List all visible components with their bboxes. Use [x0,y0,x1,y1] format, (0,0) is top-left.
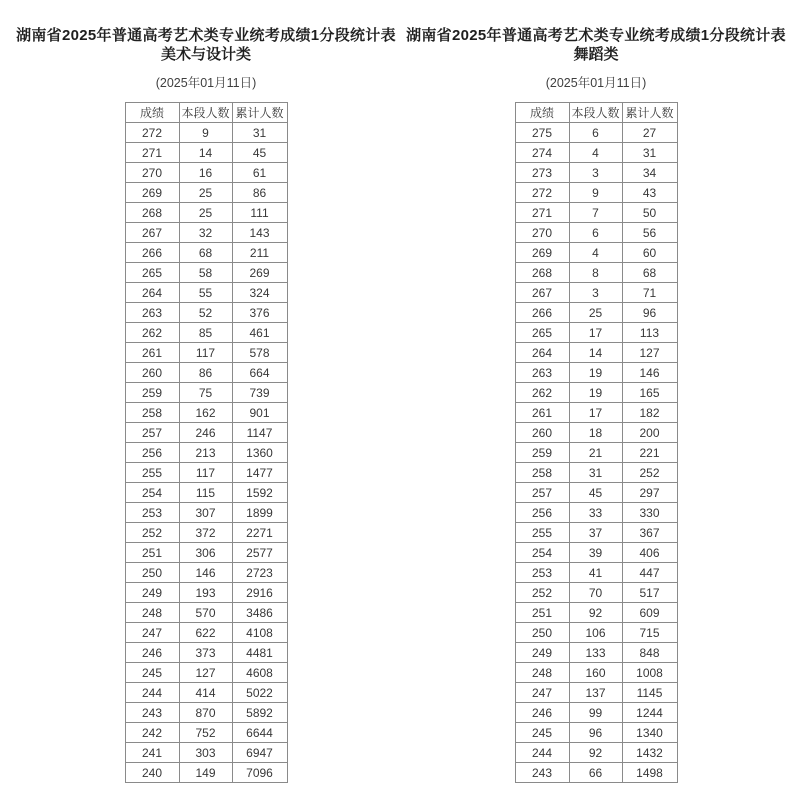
table-cell: 249 [125,583,179,603]
score-table-art-design [125,102,288,783]
table-cell: 241 [125,743,179,763]
table-row [515,203,677,223]
table-row [515,483,677,503]
table-cell: 19 [569,383,622,403]
table-cell: 307 [179,503,232,523]
table-cell: 16 [179,163,232,183]
table-cell: 263 [125,303,179,323]
table-cell: 1340 [622,723,677,743]
table-row [125,683,287,703]
table-cell: 9 [569,183,622,203]
table-row [515,603,677,623]
table-row [125,563,287,583]
table-row [125,343,287,363]
table-cell: 517 [622,583,677,603]
table-cell: 3 [569,163,622,183]
table-row [515,703,677,723]
table-cell: 92 [569,603,622,623]
table-cell: 266 [515,303,569,323]
table-cell: 52 [179,303,232,323]
table-cell: 257 [125,423,179,443]
table-cell: 258 [125,403,179,423]
table-cell: 248 [515,663,569,683]
table-row [125,183,287,203]
table-cell: 249 [515,643,569,663]
table-cell: 297 [622,483,677,503]
table-cell: 31 [232,123,287,143]
table-cell: 267 [515,283,569,303]
table-row [515,563,677,583]
table-cell: 127 [622,343,677,363]
panel-dance [396,0,796,783]
table-cell: 146 [622,363,677,383]
table-cell: 243 [125,703,179,723]
table-cell: 99 [569,703,622,723]
table-cell: 55 [179,283,232,303]
table-row [515,223,677,243]
table-row [515,323,677,343]
table-row [515,543,677,563]
table-row [125,623,287,643]
table-row [125,663,287,683]
table-cell: 242 [125,723,179,743]
table-row [515,523,677,543]
table-cell: 70 [569,583,622,603]
table-cell: 1592 [232,483,287,503]
table-cell: 21 [569,443,622,463]
table-cell: 117 [179,463,232,483]
table-row [515,303,677,323]
table-row [515,283,677,303]
table-cell: 193 [179,583,232,603]
table-row [515,143,677,163]
table-cell: 664 [232,363,287,383]
table-cell: 41 [569,563,622,583]
table-cell: 260 [515,423,569,443]
table-row [515,763,677,783]
table-cell: 56 [622,223,677,243]
table-cell: 265 [515,323,569,343]
column-header: 累计人数 [622,103,677,123]
table-cell: 244 [515,743,569,763]
table-cell: 259 [125,383,179,403]
table-cell: 252 [515,583,569,603]
table-cell: 1244 [622,703,677,723]
table-cell: 269 [232,263,287,283]
table-row [515,663,677,683]
table-row [125,403,287,423]
table-cell: 262 [515,383,569,403]
table-cell: 18 [569,423,622,443]
table-cell: 240 [125,763,179,783]
table-row [125,323,287,343]
table-cell: 273 [515,163,569,183]
table-cell: 246 [515,703,569,723]
table-cell: 272 [515,183,569,203]
column-header: 成绩 [515,103,569,123]
table-cell: 272 [125,123,179,143]
table-cell: 372 [179,523,232,543]
table-row [515,723,677,743]
table-cell: 261 [515,403,569,423]
table-row [125,363,287,383]
table-cell: 367 [622,523,677,543]
table-cell: 263 [515,363,569,383]
table-cell: 253 [515,563,569,583]
table-cell: 266 [125,243,179,263]
table-cell: 25 [179,183,232,203]
table-cell: 111 [232,203,287,223]
table-header-row [515,103,677,123]
table-cell: 268 [125,203,179,223]
table-cell: 250 [515,623,569,643]
table-cell: 7 [569,203,622,223]
table-cell: 146 [179,563,232,583]
table-cell: 68 [622,263,677,283]
table-cell: 306 [179,543,232,563]
table-cell: 260 [125,363,179,383]
table-cell: 248 [125,603,179,623]
table-cell: 8 [569,263,622,283]
table-cell: 92 [569,743,622,763]
table-subtitle-dance: 舞蹈类 [573,46,619,63]
panel-art-design [6,0,406,783]
table-cell: 60 [622,243,677,263]
table-cell: 1360 [232,443,287,463]
table-row [125,223,287,243]
table-cell: 1432 [622,743,677,763]
column-header: 本段人数 [179,103,232,123]
table-cell: 609 [622,603,677,623]
table-cell: 45 [232,143,287,163]
table-cell: 622 [179,623,232,643]
table-row [515,583,677,603]
table-row [125,643,287,663]
table-cell: 6 [569,223,622,243]
table-cell: 1147 [232,423,287,443]
table-cell: 447 [622,563,677,583]
table-row [515,403,677,423]
table-cell: 246 [179,423,232,443]
table-cell: 31 [569,463,622,483]
table-cell: 71 [622,283,677,303]
table-cell: 245 [125,663,179,683]
table-cell: 37 [569,523,622,543]
table-cell: 113 [622,323,677,343]
table-cell: 43 [622,183,677,203]
table-cell: 160 [569,663,622,683]
column-header: 本段人数 [569,103,622,123]
table-cell: 251 [125,543,179,563]
table-cell: 4 [569,143,622,163]
table-cell: 106 [569,623,622,643]
table-title-art-design: 湖南省2025年普通高考艺术类专业统考成绩1分段统计表 [16,27,396,44]
table-row [515,343,677,363]
table-cell: 303 [179,743,232,763]
table-cell: 267 [125,223,179,243]
table-cell: 2916 [232,583,287,603]
table-date-dance: (2025年01月11日) [545,76,647,90]
table-cell: 244 [125,683,179,703]
table-cell: 376 [232,303,287,323]
table-cell: 25 [569,303,622,323]
table-row [515,263,677,283]
table-cell: 247 [515,683,569,703]
table-cell: 1008 [622,663,677,683]
table-row [125,423,287,443]
table-cell: 270 [125,163,179,183]
table-row [125,723,287,743]
table-cell: 739 [232,383,287,403]
table-cell: 752 [179,723,232,743]
table-cell: 86 [232,183,287,203]
table-cell: 5022 [232,683,287,703]
table-cell: 1498 [622,763,677,783]
table-cell: 252 [622,463,677,483]
table-row [125,463,287,483]
table-row [125,543,287,563]
table-cell: 848 [622,643,677,663]
table-cell: 262 [125,323,179,343]
table-cell: 251 [515,603,569,623]
table-row [515,163,677,183]
table-cell: 4108 [232,623,287,643]
table-row [125,303,287,323]
table-cell: 127 [179,663,232,683]
table-row [125,583,287,603]
table-cell: 3 [569,283,622,303]
table-row [515,383,677,403]
table-cell: 6644 [232,723,287,743]
table-cell: 271 [515,203,569,223]
table-row [515,743,677,763]
table-cell: 14 [569,343,622,363]
table-cell: 255 [125,463,179,483]
table-row [125,163,287,183]
table-row [515,243,677,263]
table-row [125,503,287,523]
table-cell: 253 [125,503,179,523]
column-header: 累计人数 [232,103,287,123]
table-cell: 268 [515,263,569,283]
table-cell: 66 [569,763,622,783]
table-cell: 275 [515,123,569,143]
table-cell: 243 [515,763,569,783]
table-cell: 270 [515,223,569,243]
table-row [125,123,287,143]
table-date-art-design: (2025年01月11日) [155,76,257,90]
table-cell: 117 [179,343,232,363]
table-cell: 264 [515,343,569,363]
table-cell: 257 [515,483,569,503]
table-cell: 715 [622,623,677,643]
table-row [125,283,287,303]
table-cell: 61 [232,163,287,183]
table-cell: 31 [622,143,677,163]
table-title-dance: 湖南省2025年普通高考艺术类专业统考成绩1分段统计表 [406,27,786,44]
table-cell: 255 [515,523,569,543]
table-cell: 414 [179,683,232,703]
table-cell: 461 [232,323,287,343]
table-cell: 578 [232,343,287,363]
table-cell: 265 [125,263,179,283]
column-header: 成绩 [125,103,179,123]
table-cell: 1477 [232,463,287,483]
table-cell: 1899 [232,503,287,523]
table-cell: 264 [125,283,179,303]
table-header-row [125,103,287,123]
table-cell: 570 [179,603,232,623]
table-row [125,703,287,723]
table-cell: 258 [515,463,569,483]
table-cell: 373 [179,643,232,663]
table-cell: 221 [622,443,677,463]
table-cell: 4 [569,243,622,263]
table-cell: 211 [232,243,287,263]
table-row [515,183,677,203]
table-row [125,203,287,223]
table-cell: 1145 [622,683,677,703]
table-cell: 75 [179,383,232,403]
table-cell: 2577 [232,543,287,563]
table-cell: 274 [515,143,569,163]
table-cell: 250 [125,563,179,583]
table-row [515,463,677,483]
table-cell: 19 [569,363,622,383]
table-subtitle-art-design: 美术与设计类 [160,46,251,63]
table-cell: 4608 [232,663,287,683]
table-cell: 245 [515,723,569,743]
table-cell: 4481 [232,643,287,663]
table-row [515,423,677,443]
table-cell: 165 [622,383,677,403]
table-cell: 246 [125,643,179,663]
table-cell: 261 [125,343,179,363]
table-cell: 32 [179,223,232,243]
table-row [515,363,677,383]
table-row [125,763,287,783]
table-row [515,683,677,703]
table-cell: 143 [232,223,287,243]
table-cell: 269 [125,183,179,203]
table-cell: 27 [622,123,677,143]
table-cell: 3486 [232,603,287,623]
table-cell: 6947 [232,743,287,763]
table-cell: 6 [569,123,622,143]
table-row [125,443,287,463]
table-cell: 324 [232,283,287,303]
table-cell: 259 [515,443,569,463]
table-cell: 5892 [232,703,287,723]
table-cell: 133 [569,643,622,663]
table-cell: 33 [569,503,622,523]
table-cell: 115 [179,483,232,503]
table-cell: 45 [569,483,622,503]
table-row [515,623,677,643]
table-cell: 213 [179,443,232,463]
table-cell: 34 [622,163,677,183]
table-row [515,123,677,143]
table-cell: 269 [515,243,569,263]
table-row [125,243,287,263]
table-row [125,603,287,623]
table-cell: 870 [179,703,232,723]
table-cell: 25 [179,203,232,223]
table-cell: 68 [179,243,232,263]
table-row [515,443,677,463]
table-row [125,523,287,543]
table-cell: 2271 [232,523,287,543]
table-cell: 256 [515,503,569,523]
table-cell: 200 [622,423,677,443]
table-cell: 7096 [232,763,287,783]
table-row [125,743,287,763]
table-cell: 254 [125,483,179,503]
table-cell: 14 [179,143,232,163]
table-row [125,383,287,403]
table-cell: 17 [569,323,622,343]
table-cell: 17 [569,403,622,423]
table-cell: 182 [622,403,677,423]
table-cell: 901 [232,403,287,423]
table-row [125,483,287,503]
table-cell: 162 [179,403,232,423]
table-cell: 86 [179,363,232,383]
table-row [125,143,287,163]
table-cell: 271 [125,143,179,163]
table-row [125,263,287,283]
table-cell: 137 [569,683,622,703]
table-cell: 96 [569,723,622,743]
table-cell: 406 [622,543,677,563]
table-row [515,503,677,523]
table-cell: 58 [179,263,232,283]
table-cell: 96 [622,303,677,323]
table-cell: 39 [569,543,622,563]
table-cell: 9 [179,123,232,143]
table-cell: 85 [179,323,232,343]
table-row [515,643,677,663]
table-cell: 256 [125,443,179,463]
table-cell: 330 [622,503,677,523]
score-table-dance [515,102,678,783]
table-cell: 2723 [232,563,287,583]
table-cell: 50 [622,203,677,223]
table-cell: 247 [125,623,179,643]
table-cell: 149 [179,763,232,783]
table-cell: 252 [125,523,179,543]
table-cell: 254 [515,543,569,563]
